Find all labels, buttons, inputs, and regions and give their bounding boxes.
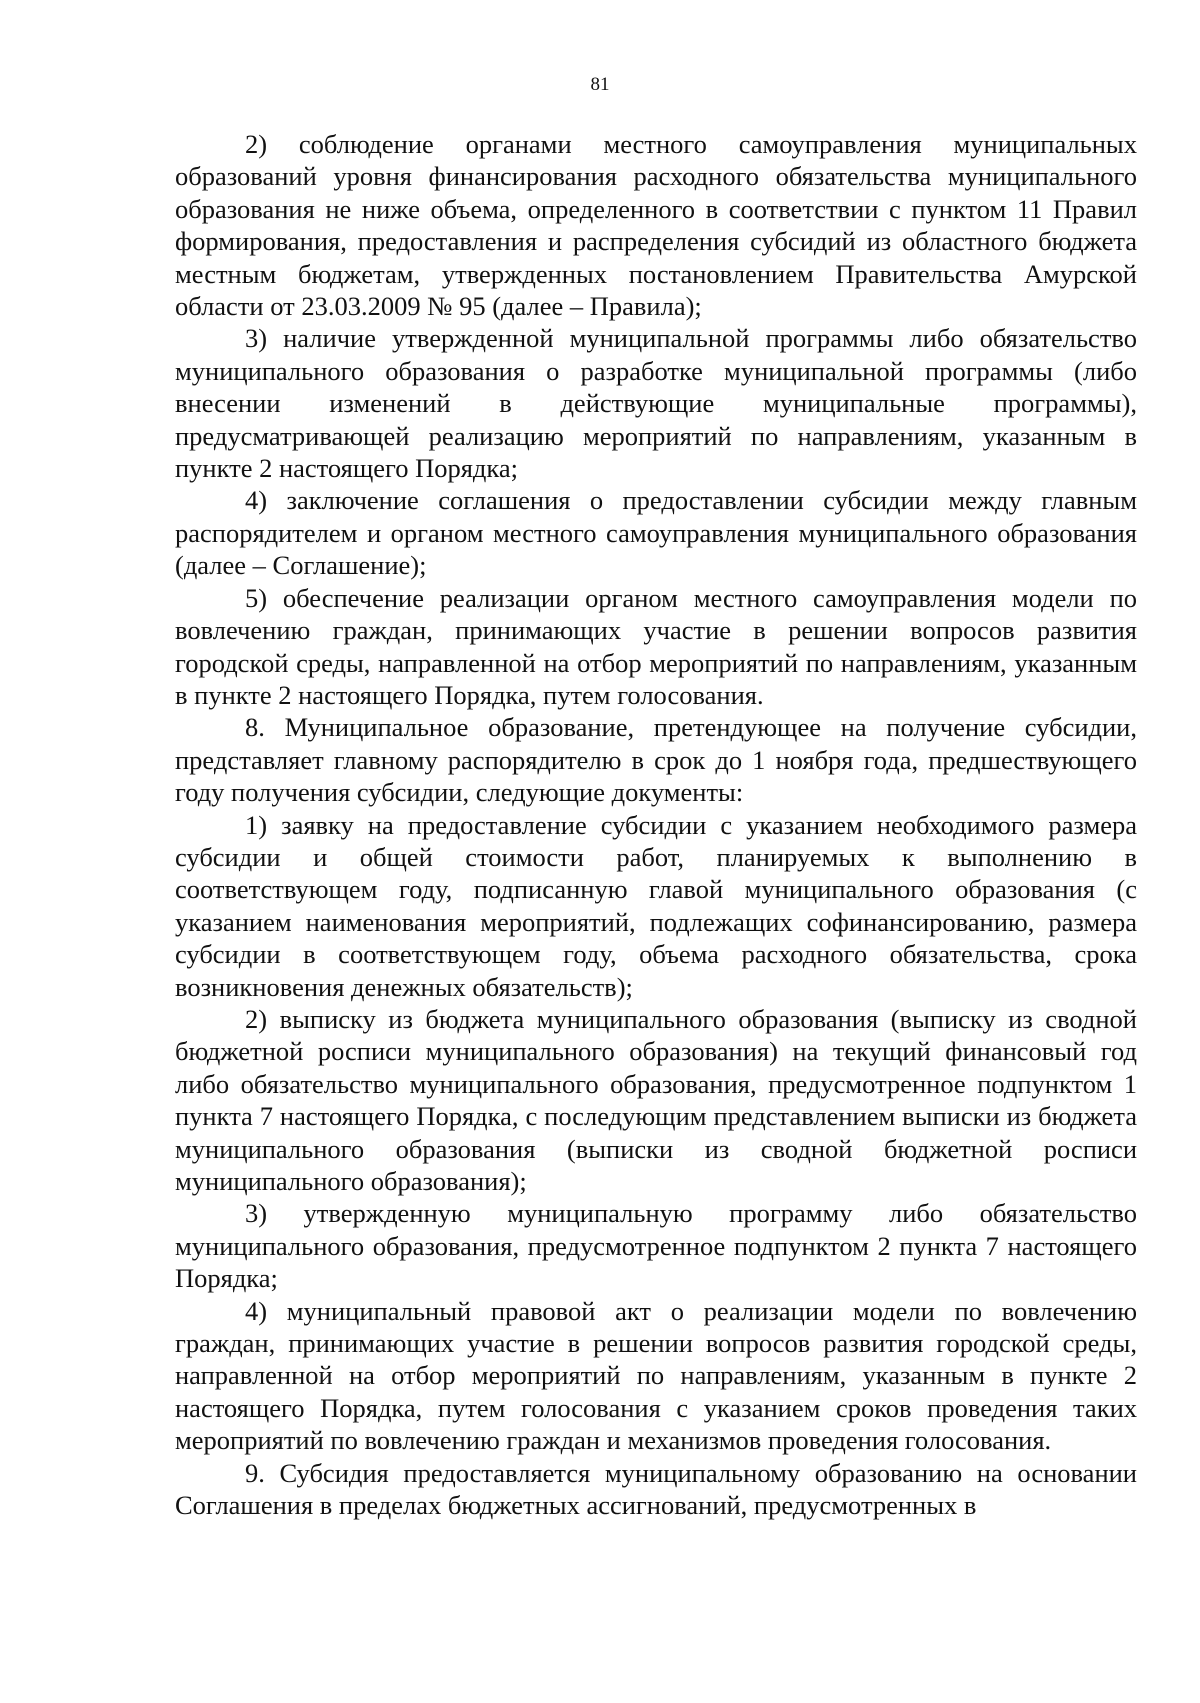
paragraph-point-8-documents: 8. Муниципальное образование, претендующее на получение субсидии, представляет главному распорядителю в срок до 1 ноября года, предшествующего году получения субсидии, следующие документы: [175, 712, 1137, 808]
paragraph-doc-4-legal-act: 4) муниципальный правовой акт о реализации модели по вовлечению граждан, принимающих участие в решении вопросов развития городской среды, направленной на отбор мероприятий по направлениям, указанным в пункте 2 настоящего Порядка, путем голосования с указанием сроков проведения таких мероприятий по вовлечению граждан и механизмов проведения голосования. [175, 1295, 1137, 1456]
paragraph-doc-1-application: 1) заявку на предоставление субсидии с указанием необходимого размера субсидии и общей стоимости работ, планируемых к выполнению в соответствующем году, подписанную главой муниципального образования (с указанием наименования мероприятий, подлежащих софинансированию, размера субсидии в соответствующем году, объема расходного обязательства, срока возникновения денежных обязательств); [175, 809, 1137, 1002]
paragraph-item-2-funding-level: 2) соблюдение органами местного самоуправления муниципальных образований уровня финансирования расходного обязательства муниципального образования не ниже объема, определенного в соответствии с пунктом 11 Правил формирования, предоставления и распределения субсидий из областного бюджета местным бюджетам, утвержденных постановлением Правительства Амурской области от 23.03.2009 № 95 (далее – Правила); [175, 129, 1137, 322]
paragraph-item-3-municipal-program: 3) наличие утвержденной муниципальной программы либо обязательство муниципального образования о разработке муниципальной программы (либо внесении изменений в действующие муниципальные программы), предусматривающей реализацию мероприятий по направлениям, указанным в пункте 2 настоящего Порядка; [175, 323, 1137, 484]
page-number: 81 [590, 74, 610, 95]
paragraph-point-9-subsidy: 9. Субсидия предоставляется муниципальному образованию на основании Соглашения в пределах бюджетных ассигнований, предусмотренных в [175, 1457, 1137, 1521]
paragraph-item-5-citizen-involvement: 5) обеспечение реализации органом местного самоуправления модели по вовлечению граждан, принимающих участие в решении вопросов развития городской среды, направленной на отбор мероприятий по направлениям, указанным в пункте 2 настоящего Порядка, путем голосования. [175, 582, 1137, 710]
paragraph-doc-3-approved-program: 3) утвержденную муниципальную программу либо обязательство муниципального образования, предусмотренное подпунктом 2 пункта 7 настоящего Порядка; [175, 1198, 1137, 1294]
document-body [175, 128, 1137, 1521]
paragraph-item-4-agreement: 4) заключение соглашения о предоставлении субсидии между главным распорядителем и органом местного самоуправления муниципального образования (далее – Соглашение); [175, 485, 1137, 581]
paragraph-doc-2-budget-extract: 2) выписку из бюджета муниципального образования (выписку из сводной бюджетной росписи муниципального образования) на текущий финансовый год либо обязательство муниципального образования, предусмотренное подпунктом 1 пункта 7 настоящего Порядка, с последующим представлением выписки из бюджета муниципального образования (выписки из сводной бюджетной росписи муниципального образования); [175, 1003, 1137, 1196]
